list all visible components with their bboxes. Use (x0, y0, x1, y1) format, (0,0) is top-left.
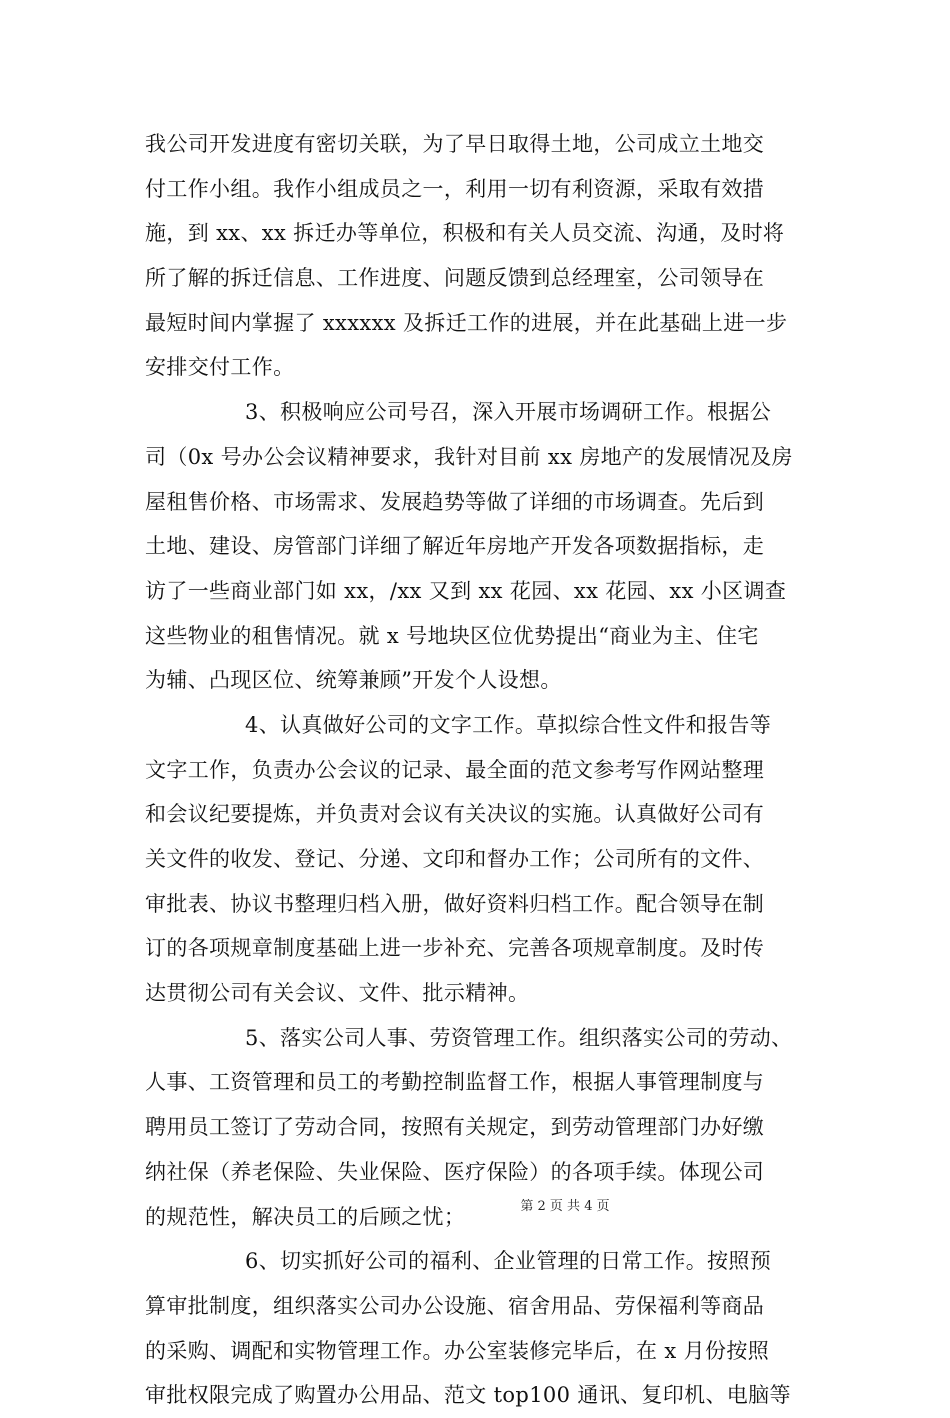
text-line: 的采购、调配和实物管理工作。办公室装修完毕后，在 x 月份按照 (145, 1338, 770, 1363)
paragraph-first-line: 5、落实公司人事、劳资管理工作。组织落实公司的劳动、 (245, 1025, 793, 1050)
text-line: 关文件的收发、登记、分递、文印和督办工作；公司所有的文件、 (145, 847, 765, 871)
text-line: 达贯彻公司有关会议、文件、批示精神。 (145, 981, 530, 1006)
text-line: 审批权限完成了购置办公用品、范文 top100 通讯、复印机、电脑等 (145, 1383, 791, 1408)
text-line: 安排交付工作。 (145, 355, 295, 380)
text-line: 司（0x 号办公会议精神要求，我针对目前 xx 房地产的发展情况及房 (145, 444, 793, 469)
text-line: 和会议纪要提炼，并负责对会议有关决议的实施。认真做好公司有 (145, 802, 765, 827)
text-line: 文字工作，负责办公会议的记录、最全面的范文参考写作网站整理 (145, 757, 765, 782)
text-line: 算审批制度，组织落实公司办公设施、宿舍用品、劳保福利等商品 (145, 1293, 765, 1318)
text-line: 纳社保（养老保险、失业保险、医疗保险）的各项手续。体现公司 (145, 1159, 765, 1184)
text-line: 最短时间内掌握了 xxxxxx 及拆迁工作的进展，并在此基础上进一步 (145, 310, 788, 335)
text-line: 审批表、协议书整理归档入册，做好资料归档工作。配合领导在制 (145, 891, 765, 916)
text-line: 订的各项规章制度基础上进一步补充、完善各项规章制度。及时传 (145, 936, 765, 961)
text-line: 付工作小组。我作小组成员之一，利用一切有利资源，采取有效措 (145, 176, 765, 201)
text-line: 所了解的拆迁信息、工作进度、问题反馈到总经理室，公司领导在 (145, 266, 765, 291)
text-line: 屋租售价格、市场需求、发展趋势等做了详细的市场调查。先后到 (145, 489, 765, 514)
text-line: 土地、建设、房管部门详细了解近年房地产开发各项数据指标，走 (145, 534, 765, 559)
text-line: 人事、工资管理和员工的考勤控制监督工作，根据人事管理制度与 (145, 1070, 765, 1095)
document-body (145, 122, 815, 1418)
text-line: 为辅、凸现区位、统筹兼顾”开发个人设想。 (145, 668, 562, 693)
text-line: 访了一些商业部门如 xx，/xx 又到 xx 花园、xx 花园、xx 小区调查 (145, 578, 787, 603)
text-line: 我公司开发进度有密切关联，为了早日取得土地，公司成立土地交 (145, 132, 765, 156)
text-line: 的规范性，解决员工的后顾之忧； (145, 1204, 466, 1229)
text-line: 这些物业的租售情况。就 x 号地块区位优势提出“商业为主、住宅 (145, 623, 759, 648)
paragraph-first-line: 6、切实抓好公司的福利、企业管理的日常工作。按照预 (245, 1249, 772, 1274)
page-footer: 第 2 页 共 4 页 (520, 1199, 610, 1214)
paragraph-first-line: 4、认真做好公司的文字工作。草拟综合性文件和报告等 (245, 712, 772, 737)
text-line: 聘用员工签订了劳动合同，按照有关规定，到劳动管理部门办好缴 (145, 1115, 765, 1140)
paragraph-first-line: 3、积极响应公司号召，深入开展市场调研工作。根据公 (245, 400, 772, 425)
text-line: 施，到 xx、xx 拆迁办等单位，积极和有关人员交流、沟通，及时将 (145, 221, 785, 246)
